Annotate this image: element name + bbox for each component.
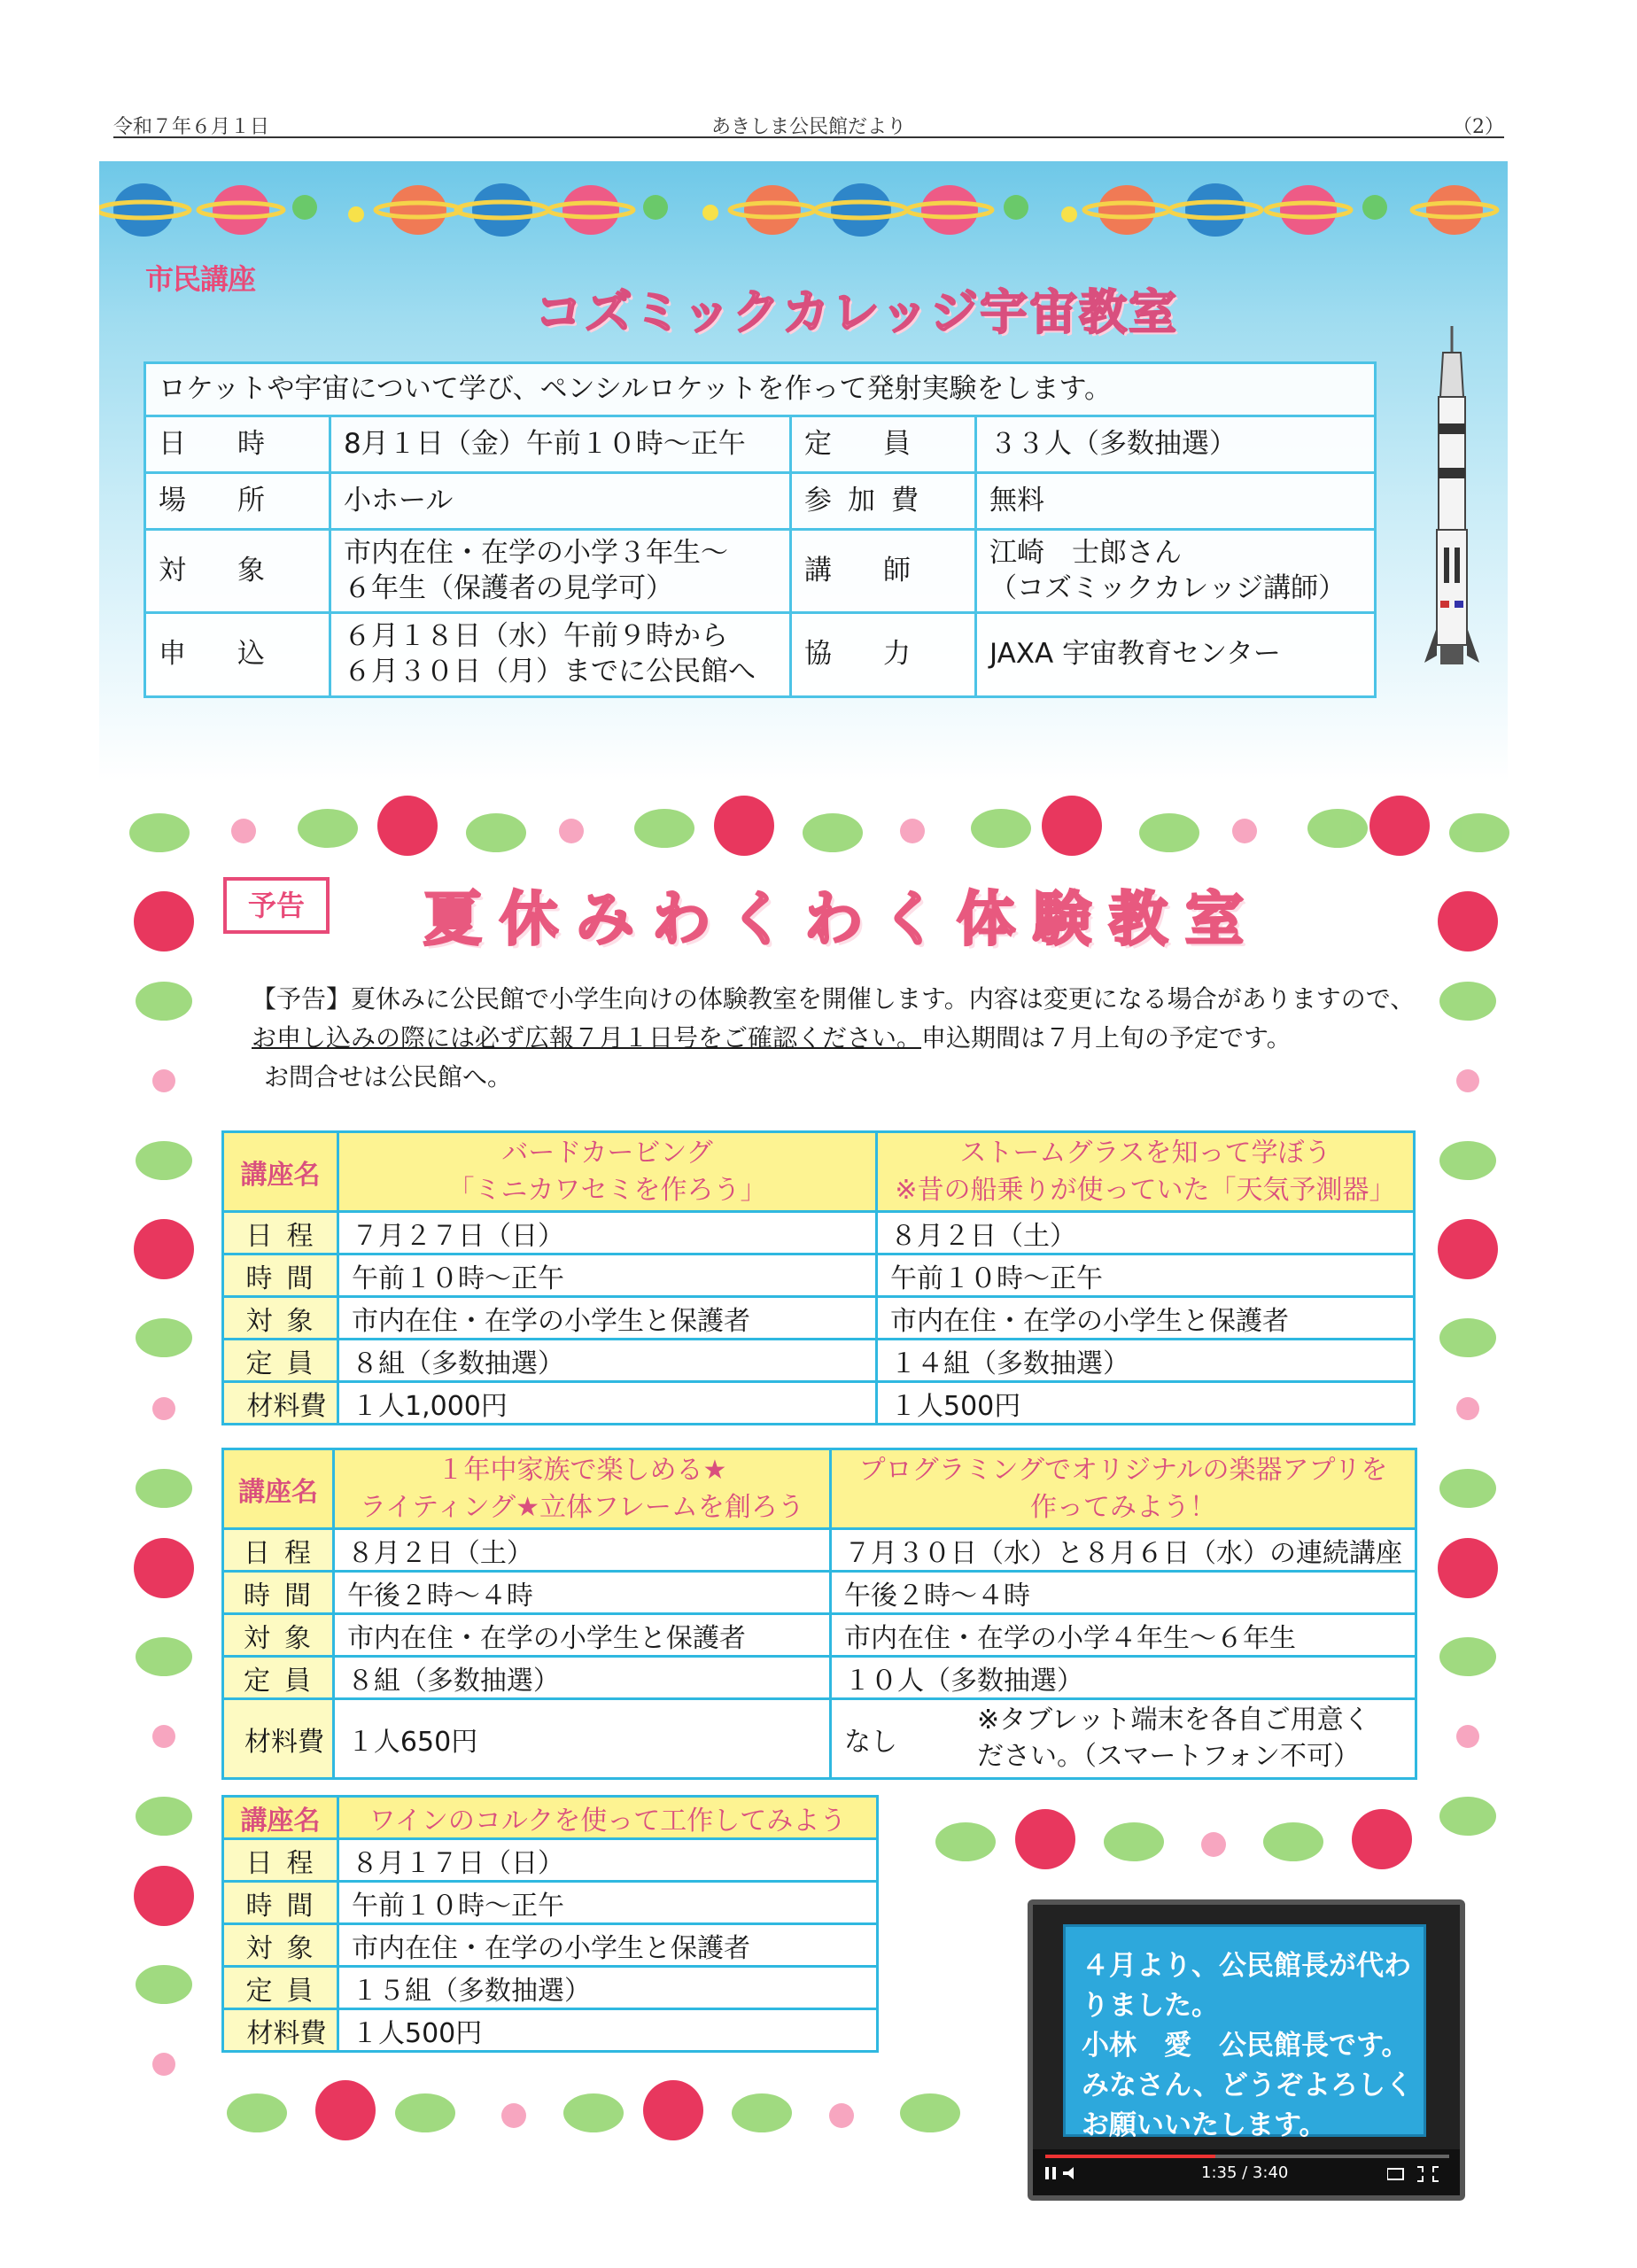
label-time: 時間 (223, 1572, 334, 1614)
notice-apply-period: 申込期間は７月上旬の予定です。 (921, 1023, 1292, 1052)
hibiscus-border-icon (124, 780, 1515, 877)
course-b-title (877, 1132, 1415, 1212)
course-a-title-line1: バードカービング (501, 1137, 713, 1169)
course-a-title (338, 1132, 877, 1212)
course-c-title (333, 1449, 830, 1529)
value-target-line2: ６年生（保護者の見学可） (344, 571, 673, 604)
message-line5: お願いいたします。 (1082, 2109, 1327, 2141)
notice-line2 (252, 1019, 1439, 1058)
message-line3: 小林 愛 公民館長です。 (1082, 2030, 1409, 2062)
label-target: 対象 (223, 1924, 338, 1967)
value-teacher (976, 530, 1376, 613)
course-d-target: 市内在住・在学の小学４年生～６年生 (831, 1614, 1416, 1657)
message-screen (1063, 1924, 1426, 2141)
label-date: 日程 (223, 1839, 338, 1882)
value-target (330, 530, 791, 613)
course-a-material: １人1,000円 (338, 1382, 877, 1425)
progress-bar (1045, 2155, 1449, 2158)
label-datetime: 日時 (145, 416, 330, 473)
space-course-table (144, 361, 1377, 698)
course-b-time: 午前１０時～正午 (877, 1254, 1415, 1297)
label-time: 時間 (223, 1254, 338, 1297)
label-target: 対象 (145, 530, 330, 613)
rocket-icon (1421, 326, 1483, 680)
hibiscus-right-border-icon (1428, 877, 1508, 1852)
value-teacher-line2: （コズミックカレッジ講師） (989, 571, 1346, 604)
course-a-date: ７月２７日（日） (338, 1212, 877, 1254)
space-intro: ロケットや宇宙について学び、ペンシルロケットを作って発射実験をします。 (145, 363, 1376, 416)
course-table-2 (221, 1448, 1417, 1780)
value-apply-line1: ６月１８日（水）午前９時から (344, 620, 728, 653)
label-place: 場所 (145, 473, 330, 530)
newsletter-title: あきしま公民館だより (710, 116, 906, 138)
course-d-material-value: なし (844, 1726, 897, 1758)
section-category: 市民講座 (145, 262, 256, 296)
label-time: 時間 (223, 1882, 338, 1924)
label-coop: 協力 (791, 613, 976, 696)
label-date: 日程 (223, 1212, 338, 1254)
course-c-title-line2: ライティング★立体フレームを創ろう (360, 1491, 804, 1523)
page-number: （2） (1453, 116, 1504, 138)
message-line1: ４月より、公民館長が代わ (1082, 1950, 1411, 1982)
course-e-material: １人500円 (338, 2009, 878, 2052)
course-c-material: １人650円 (333, 1699, 830, 1779)
course-e-time: 午前１０時～正午 (338, 1882, 878, 1924)
value-place: 小ホール (330, 473, 791, 530)
preview-badge: 予告 (223, 877, 330, 934)
label-capacity: 定員 (223, 1657, 334, 1699)
course-e-target: 市内在住・在学の小学生と保護者 (338, 1924, 878, 1967)
message-line4: みなさん、どうぞよろしく (1082, 2070, 1413, 2101)
message-line2: りました。 (1082, 1990, 1219, 2022)
message-text (1082, 1946, 1418, 2146)
course-c-time: 午後２時～４時 (333, 1572, 830, 1614)
pause-volume-icon (1045, 2163, 1084, 2185)
course-d-title-line1: プログラミングでオリジナルの楽器アプリを (858, 1454, 1388, 1486)
course-c-date: ８月２日（土） (333, 1529, 830, 1572)
page-header (113, 108, 1504, 138)
course-b-title-line2: ※昔の船乗りが使っていた「天気予測器」 (895, 1174, 1396, 1206)
label-capacity: 定員 (791, 416, 976, 473)
space-course-title: コズミックカレッジ宇宙教室 (534, 284, 1179, 340)
course-d-title (831, 1449, 1416, 1529)
course-d-title-line2: 作ってみよう！ (1030, 1491, 1216, 1523)
course-table-1 (221, 1130, 1416, 1425)
course-c-target: 市内在住・在学の小学生と保護者 (333, 1614, 830, 1657)
course-b-date: ８月２日（土） (877, 1212, 1415, 1254)
label-course: 講座名 (223, 1797, 338, 1839)
notice-emphasis: お申し込みの際には必ず広報７月１日号をご確認ください。 (252, 1023, 922, 1052)
hibiscus-left-border-icon (124, 877, 204, 2144)
course-a-target: 市内在住・在学の小学生と保護者 (338, 1297, 877, 1340)
course-a-capacity: ８組（多数抽選） (338, 1340, 877, 1382)
value-capacity: ３３人（多数抽選） (976, 416, 1376, 473)
value-fee: 無料 (976, 473, 1376, 530)
course-a-title-line2: 「ミニカワセミを作ろう」 (447, 1174, 767, 1206)
course-d-material (831, 1699, 1416, 1779)
course-b-capacity: １４組（多数抽選） (877, 1340, 1415, 1382)
issue-date: 令和７年６月１日 (113, 116, 270, 138)
value-target-line1: 市内在住・在学の小学３年生～ (344, 537, 728, 569)
player-time: 1:35 / 3:40 (1201, 2163, 1289, 2182)
label-apply: 申込 (145, 613, 330, 696)
value-apply (330, 613, 791, 696)
player-controls (1033, 2149, 1460, 2195)
course-b-title-line1: ストームグラスを知って学ぼう (959, 1137, 1331, 1169)
course-b-material: １人500円 (877, 1382, 1415, 1425)
label-teacher: 講師 (791, 530, 976, 613)
value-teacher-line1: 江崎 士郎さん (989, 537, 1182, 569)
course-e-date: ８月１７日（日） (338, 1839, 878, 1882)
label-course: 講座名 (223, 1132, 338, 1212)
fullscreen-icon (1387, 2163, 1446, 2185)
value-apply-line2: ６月３０日（月）までに公民館へ (344, 656, 756, 688)
label-date: 日程 (223, 1529, 334, 1572)
course-a-time: 午前１０時～正午 (338, 1254, 877, 1297)
director-message-box (1028, 1899, 1465, 2201)
label-material: 材料費 (223, 1382, 338, 1425)
course-d-note-line1: ※タブレット端末を各自ご用意く (977, 1705, 1370, 1736)
course-d-material-note (977, 1703, 1370, 1775)
course-d-time: 午後２時～４時 (831, 1572, 1416, 1614)
course-d-capacity: １０人（多数抽選） (831, 1657, 1416, 1699)
progress-fill (1045, 2155, 1215, 2158)
label-material: 材料費 (223, 1699, 334, 1779)
course-c-title-line1: １年中家族で楽しめる★ (437, 1454, 727, 1486)
course-b-target: 市内在住・在学の小学生と保護者 (877, 1297, 1415, 1340)
label-target: 対象 (223, 1297, 338, 1340)
notice-line3: お問合せは公民館へ。 (264, 1062, 513, 1091)
course-d-date: ７月３０日（水）と８月６日（水）の連続講座 (831, 1529, 1416, 1572)
hibiscus-mid-border-icon (912, 1793, 1479, 1891)
value-coop: JAXA 宇宙教育センター (976, 613, 1376, 696)
course-c-capacity: ８組（多数抽選） (333, 1657, 830, 1699)
label-capacity: 定員 (223, 1967, 338, 2009)
course-d-note-line2: ださい。（スマートフォン不可） (977, 1740, 1360, 1772)
hibiscus-bottom-border-icon (221, 2064, 1001, 2162)
value-datetime: 8月１日（金）午前１０時～正午 (330, 416, 791, 473)
label-capacity: 定員 (223, 1340, 338, 1382)
summer-course-title: 夏休みわくわく体験教室 (423, 885, 1261, 953)
label-course: 講座名 (223, 1449, 334, 1529)
label-material: 材料費 (223, 2009, 338, 2052)
planet-border-icon (99, 170, 1508, 250)
course-e-capacity: １５組（多数抽選） (338, 1967, 878, 2009)
course-e-title: ワインのコルクを使って工作してみよう (338, 1797, 878, 1839)
label-fee: 参加費 (791, 473, 976, 530)
label-target: 対象 (223, 1614, 334, 1657)
summer-notice (252, 980, 1439, 1097)
notice-line1: 【予告】夏休みに公民館で小学生向けの体験教室を開催します。内容は変更になる場合がありますので、 (252, 984, 1416, 1014)
course-table-3 (221, 1795, 879, 2053)
